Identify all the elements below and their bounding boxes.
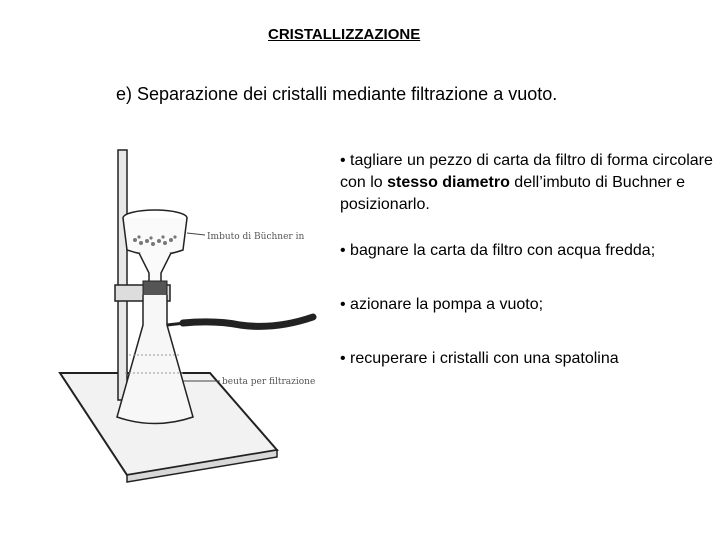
step-text: tagliare un pezzo di carta da filtro di forma circolare con lo [340, 152, 713, 191]
step-item [340, 348, 619, 370]
funnel-label: Imbuto di Büchner in [207, 232, 305, 242]
bullet: • [340, 152, 346, 169]
rubber-stopper [143, 281, 167, 297]
step-text: azionare la pompa a vuoto; [345, 296, 544, 313]
page-subtitle: e) Separazione dei cristalli mediante filtrazione a vuoto. [116, 84, 558, 104]
step-item [340, 240, 655, 262]
flask-label: beuta per filtrazione [222, 377, 316, 387]
step-item [340, 294, 543, 316]
step-text: bagnare la carta da filtro con acqua fredda; [345, 242, 656, 259]
funnel-body [123, 218, 187, 255]
step-emphasis: stesso diametro [387, 174, 510, 191]
filter-flask [117, 295, 193, 424]
step-text: dell’imbuto di Buchner e posizionarlo. [340, 174, 686, 213]
step-item [340, 150, 715, 216]
bullet: • [340, 242, 346, 259]
bullet: • [340, 350, 346, 367]
stand-rod [118, 150, 127, 400]
vacuum-hose [183, 317, 313, 326]
step-text: recuperare i cristalli con una spatolina [345, 350, 619, 367]
bullet: • [340, 296, 346, 313]
vacuum-filtration-illustration [55, 145, 345, 485]
page-title: CRISTALLIZZAZIONE [268, 26, 421, 43]
